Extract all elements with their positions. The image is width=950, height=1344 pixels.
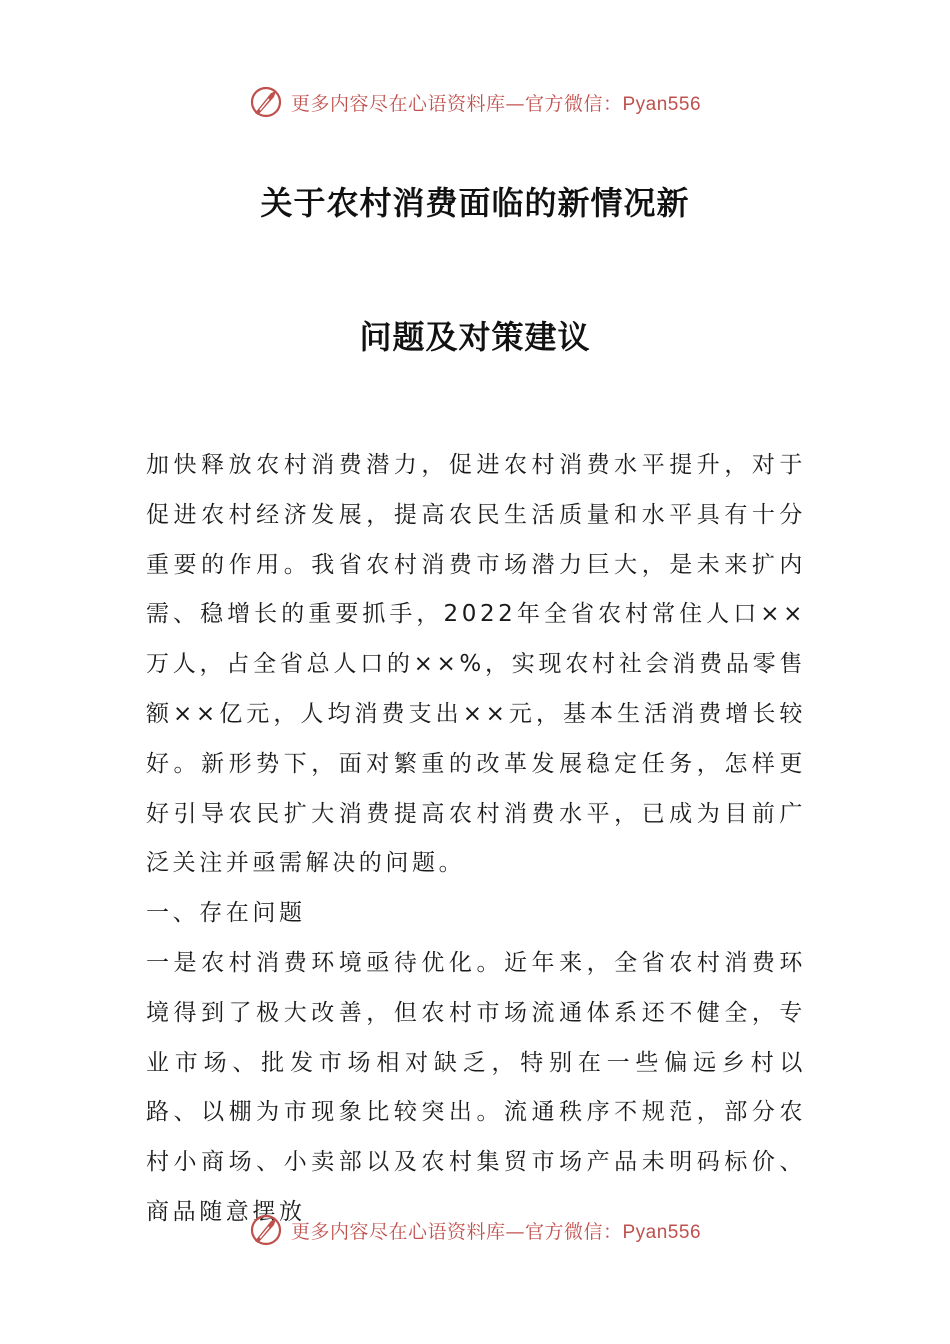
banner-handle: Pyan556 xyxy=(622,93,702,115)
section-heading-problems: 一、存在问题 xyxy=(146,900,306,927)
document-title-line-2: 问题及对策建议 xyxy=(359,318,591,356)
quill-pen-logo-icon xyxy=(249,85,283,119)
document-body xyxy=(146,441,806,1238)
banner-text: 更多内容尽在心语资料库—官方微信：Pyan556 xyxy=(290,1220,702,1243)
quill-pen-logo-icon xyxy=(249,1213,283,1247)
banner-handle: Pyan556 xyxy=(622,1221,702,1243)
body-paragraph-problem-1: 一是农村消费环境亟待优化。近年来，全省农村消费环境得到了极大改善，但农村市场流通体系还不健全，专业市场、批发市场相对缺乏，特别在一些偏远乡村以路、以棚为市现象比较突出。流通秩序不规范，部分农村小商场、小卖部以及农村集贸市场产品未明码标价、商品随意摆放 xyxy=(146,949,806,1225)
body-paragraph-intro: 加快释放农村消费潜力，促进农村消费水平提升，对于促进农村经济发展，提高农民生活质量和水平具有十分重要的作用。我省农村消费市场潜力巨大，是未来扩内需、稳增长的重要抓手，2022年全省农村常住人口××万人，占全省总人口的××%，实现农村社会消费品零售额××亿元，人均消费支出××元，基本生活消费增长较好。新形势下，面对繁重的改革发展稳定任务，怎样更好引导农民扩大消费提高农村消费水平，已成为目前广泛关注并亟需解决的问题。 xyxy=(146,452,806,877)
footer-banner xyxy=(0,1210,950,1250)
banner-text: 更多内容尽在心语资料库—官方微信：Pyan556 xyxy=(290,92,702,115)
document-title-line-1: 关于农村消费面临的新情况新 xyxy=(260,184,690,222)
header-banner xyxy=(0,82,950,122)
